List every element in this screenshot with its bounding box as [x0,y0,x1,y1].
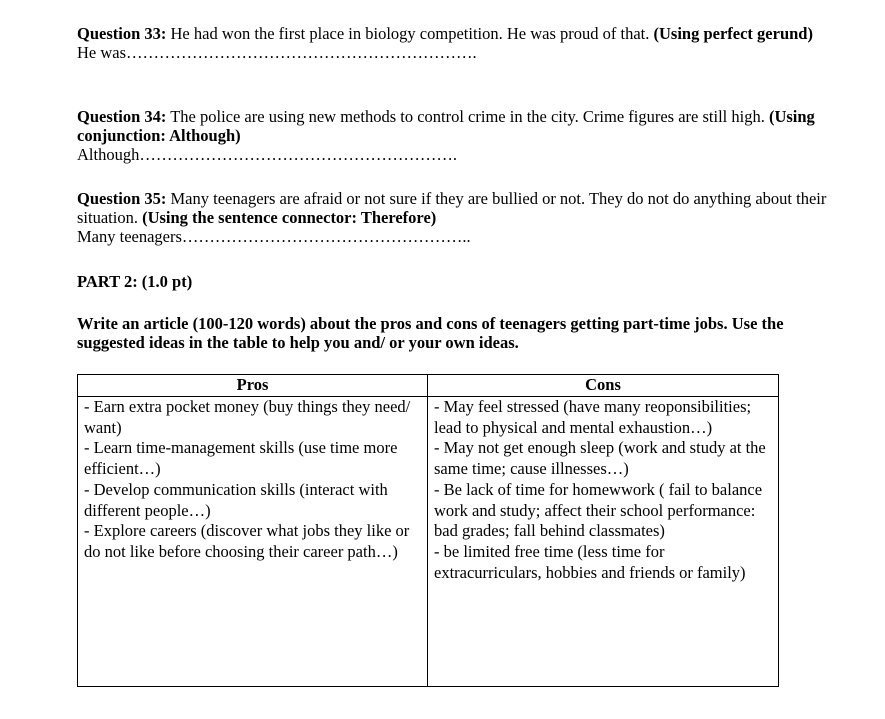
part-2-instruction-block [77,314,837,352]
pros-item: - Learn time-management skills (use time more efficient…) [84,438,398,479]
cons-cell [428,397,779,687]
cons-item: - be limited free time (less time for extracurriculars, hobbies and friends or family) [434,541,746,582]
table-header-row [78,375,779,397]
question-34 [77,107,837,164]
question-34-label: Question 34: [77,107,167,126]
part-2-instruction: Write an article (100-120 words) about the pros and cons of teenagers getting part-time jobs. Use the suggested ideas in the table to help you and/ or your own ideas. [77,314,784,352]
cons-header: Cons [428,375,779,397]
question-34-prompt [77,107,837,145]
question-35-instruction: (Using the sentence connector: Therefore) [142,208,437,227]
question-35-answer-line: Many teenagers…………………………………………….. [77,227,471,246]
pros-cell [78,397,428,687]
question-35-text: Many teenagers are afraid or not sure if they are bullied or not. They do not do anything about their situation. [77,189,827,227]
question-33-prompt [77,24,837,43]
question-35 [77,189,837,246]
pros-header: Pros [78,375,428,397]
cons-item: - May feel stressed (have many reoponsibilities; lead to physical and mental exhaustion…) [434,397,752,437]
part-2-heading-block [77,272,837,291]
pros-item: - Earn extra pocket money (buy things they need/ want) [84,397,411,437]
question-33 [77,24,837,62]
question-33-instruction: (Using perfect gerund) [653,24,813,43]
cons-item: - Be lack of time for homewwork ( fail to balance work and study; affect their school performance: bad grades; fall behind classmates) [434,479,763,541]
question-33-text: He had won the first place in biology competition. He was proud of that. [166,24,654,43]
pros-cons-table [77,374,779,687]
question-35-label: Question 35: [77,189,167,208]
question-34-text: The police are using new methods to control crime in the city. Crime figures are still high. [166,107,769,126]
question-33-label: Question 33: [77,24,167,43]
table-row [78,397,779,687]
part-2-heading: PART 2: (1.0 pt) [77,272,193,291]
question-35-prompt [77,189,837,227]
question-34-answer-line: Although…………………………………………………. [77,145,457,164]
cons-item: - May not get enough sleep (work and study at the same time; cause illnesses…) [434,438,766,479]
question-33-answer-line: He was………………………………………………………. [77,43,477,62]
question-34-instruction: (Using conjunction: Although) [77,107,815,145]
pros-item: - Explore careers (discover what jobs they like or do not like before choosing their career path…) [84,521,410,561]
pros-item: - Develop communication skills (interact with different people…) [84,479,388,520]
